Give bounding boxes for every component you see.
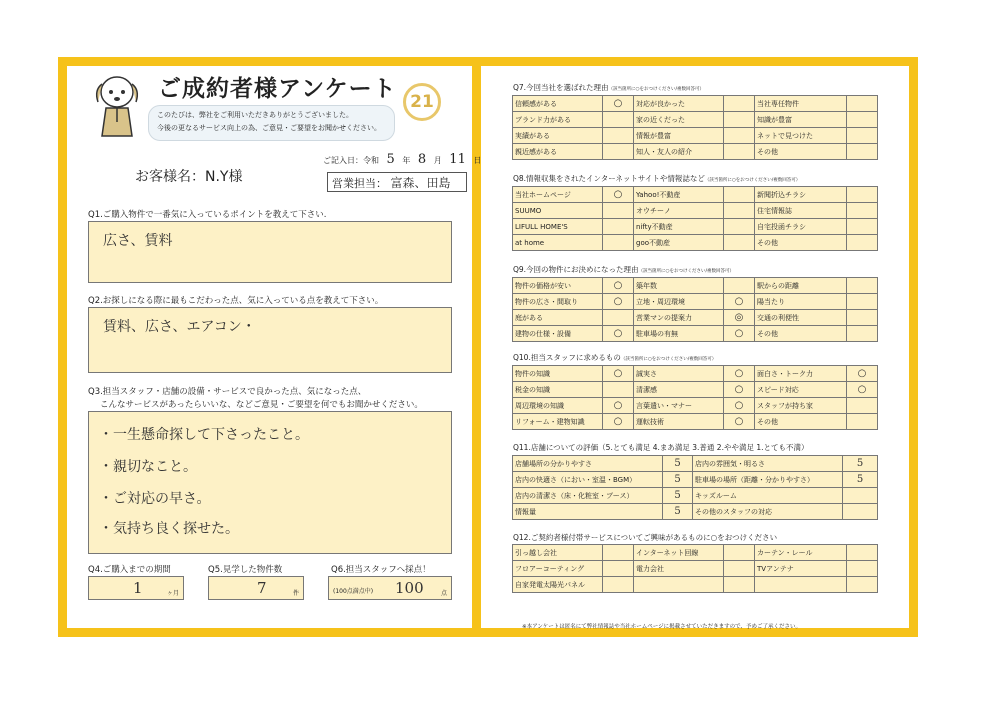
q8-row	[513, 219, 878, 235]
q8-option-cell: nifty不動産	[634, 219, 724, 235]
q7-mark-cell	[724, 144, 755, 160]
q7-option-cell: 実績がある	[513, 128, 603, 144]
q4-box	[88, 576, 184, 600]
q11-option-cell: 駐車場の場所（距離・分かりやすさ）	[693, 472, 843, 488]
q8-option-cell: at home	[513, 235, 603, 251]
q9-option-cell: 建物の仕様・設備	[513, 326, 603, 342]
q8-mark-cell	[724, 187, 755, 203]
q10-option-cell: 運転技術	[634, 414, 724, 430]
q9-row	[513, 278, 878, 294]
q9-option-cell: 物件の広さ・間取り	[513, 294, 603, 310]
q12-option-cell: 引っ越し会社	[513, 545, 603, 561]
q8-option-cell: その他	[755, 235, 847, 251]
q10-option-cell: その他	[755, 414, 847, 430]
q10-option-cell: 面白さ・トーク力	[755, 366, 847, 382]
q12-mark-cell	[724, 545, 755, 561]
q8-title: Q8.情報収集をされたインターネットサイトや情報誌など（該当箇所に○をおつけください/複数回答可）	[513, 174, 801, 183]
q8-option-cell: 自宅投函チラシ	[755, 219, 847, 235]
q10-row	[513, 414, 878, 430]
q7-mark-cell	[724, 128, 755, 144]
greeting-bubble	[148, 105, 395, 141]
q12-option-cell: 電力会社	[634, 561, 724, 577]
q11-mark-cell	[843, 504, 878, 520]
q12-mark-cell	[603, 561, 634, 577]
q12-option-cell: フロアーコーティング	[513, 561, 603, 577]
year-unit: 年	[402, 156, 411, 165]
q12-option-cell: インターネット回線	[634, 545, 724, 561]
q12-table	[512, 544, 878, 593]
q7-row	[513, 128, 878, 144]
q7-option-cell: その他	[755, 144, 847, 160]
q1-answer: 広さ、賃料	[103, 233, 173, 249]
q8-option-cell: 当社ホームページ	[513, 187, 603, 203]
q11-row	[513, 504, 878, 520]
q8-option-cell: Yahoo!不動産	[634, 187, 724, 203]
q8-mark-cell	[724, 235, 755, 251]
q10-option-cell: リフォーム・建物知識	[513, 414, 603, 430]
q9-option-cell: 陽当たり	[755, 294, 847, 310]
q10-mark-cell: ○	[603, 398, 634, 414]
q10-mark-cell: ○	[724, 398, 755, 414]
q2-answer-box	[88, 307, 452, 373]
q11-option-cell: 店舗場所の分かりやすさ	[513, 456, 663, 472]
q10-table	[512, 365, 878, 430]
q8-mark-cell	[603, 219, 634, 235]
q7-option-cell: 当社専任物件	[755, 96, 847, 112]
greeting-line-2: 今後の更なるサービス向上の為、ご意見・ご要望をお聞かせください。	[157, 124, 381, 132]
q6-value: 100	[395, 579, 424, 597]
q8-row	[513, 203, 878, 219]
q12-option-cell: カーテン・レール	[755, 545, 847, 561]
q8-option-cell: 新聞折込チラシ	[755, 187, 847, 203]
day-unit: 日	[473, 156, 482, 165]
q8-mark-cell	[724, 219, 755, 235]
q8-mark-cell	[847, 219, 878, 235]
q7-mark-cell	[847, 112, 878, 128]
q3-answer-4: ・気持ち良く探せた。	[99, 521, 239, 537]
q8-mark-cell	[603, 235, 634, 251]
q4-value: 1	[133, 579, 143, 597]
q11-option-cell: 情報量	[513, 504, 663, 520]
q10-row	[513, 398, 878, 414]
q7-row	[513, 96, 878, 112]
q8-option-cell: goo不動産	[634, 235, 724, 251]
q7-mark-cell: ○	[603, 96, 634, 112]
q12-mark-cell	[847, 577, 878, 593]
q9-mark-cell	[847, 310, 878, 326]
q9-mark-cell	[847, 278, 878, 294]
staff-field	[327, 172, 467, 192]
q12-option-cell	[634, 577, 724, 593]
q12-mark-cell	[724, 561, 755, 577]
q7-mark-cell	[603, 128, 634, 144]
q7-option-cell: ネットで見つけた	[755, 128, 847, 144]
center-divider	[472, 57, 481, 637]
q9-option-cell: その他	[755, 326, 847, 342]
century21-logo: 21	[403, 83, 441, 121]
q8-mark-cell: ○	[603, 187, 634, 203]
q10-mark-cell: ○	[724, 414, 755, 430]
q11-mark-cell: 5	[663, 472, 693, 488]
q9-option-cell: 立地・周辺環境	[634, 294, 724, 310]
q8-option-cell: 住宅情報誌	[755, 203, 847, 219]
q7-mark-cell	[847, 144, 878, 160]
q7-option-cell: 知識が豊富	[755, 112, 847, 128]
q8-mark-cell	[603, 203, 634, 219]
customer-name: お客様名：N.Y様	[135, 169, 243, 185]
q7-row	[513, 112, 878, 128]
q12-row	[513, 545, 878, 561]
q8-mark-cell	[724, 203, 755, 219]
q7-mark-cell	[724, 112, 755, 128]
q9-option-cell: 駅からの距離	[755, 278, 847, 294]
q10-mark-cell: ○	[603, 366, 634, 382]
q10-option-cell: 言葉遣い・マナー	[634, 398, 724, 414]
q9-option-cell: 交通の利便性	[755, 310, 847, 326]
q9-mark-cell: ○	[603, 294, 634, 310]
q8-row	[513, 187, 878, 203]
q11-mark-cell: 5	[663, 488, 693, 504]
q11-mark-cell: 5	[843, 456, 878, 472]
q7-mark-cell	[847, 96, 878, 112]
q10-option-cell: 誠実さ	[634, 366, 724, 382]
q9-mark-cell	[724, 278, 755, 294]
q6-unit: 点	[440, 590, 447, 597]
q11-mark-cell: 5	[843, 472, 878, 488]
q10-option-cell: 周辺環境の知識	[513, 398, 603, 414]
q11-mark-cell: 5	[663, 456, 693, 472]
q9-row	[513, 326, 878, 342]
q8-row	[513, 235, 878, 251]
q8-option-cell: LIFULL HOME'S	[513, 219, 603, 235]
q7-mark-cell	[603, 112, 634, 128]
q7-option-cell: 信頼感がある	[513, 96, 603, 112]
q12-mark-cell	[603, 545, 634, 561]
q2-question: Q2.お探しになる際に最もこだわった点、気に入っている点を教えて下さい。	[88, 296, 384, 306]
q12-mark-cell	[603, 577, 634, 593]
date-year: 5	[386, 152, 395, 167]
q3-answer-2: ・親切なこと。	[99, 459, 197, 475]
q7-mark-cell	[724, 96, 755, 112]
q8-mark-cell	[847, 187, 878, 203]
q12-row	[513, 577, 878, 593]
q9-mark-cell: ◎	[724, 310, 755, 326]
q9-mark-cell	[847, 326, 878, 342]
q11-row	[513, 472, 878, 488]
q5-question: Q5.見学した物件数	[208, 565, 283, 575]
q1-answer-box	[88, 221, 452, 283]
q10-mark-cell	[847, 414, 878, 430]
survey-title: ご成約者様アンケート	[158, 76, 397, 102]
q11-table	[512, 455, 878, 520]
q7-table	[512, 95, 878, 160]
q9-table	[512, 277, 878, 342]
q3-answer-box	[88, 411, 452, 554]
q12-option-cell	[755, 577, 847, 593]
q8-table	[512, 186, 878, 251]
q11-option-cell: キッズルーム	[693, 488, 843, 504]
q9-option-cell: 庭がある	[513, 310, 603, 326]
q9-mark-cell	[847, 294, 878, 310]
q12-option-cell: TVアンテナ	[755, 561, 847, 577]
q8-mark-cell	[847, 235, 878, 251]
q11-mark-cell	[843, 488, 878, 504]
q3-question-line-2: こんなサービスがあったらいいな、などご意見・ご要望を何でもお聞かせください。	[100, 400, 423, 410]
q7-option-cell: 家の近くだった	[634, 112, 724, 128]
q9-option-cell: 営業マンの提案力	[634, 310, 724, 326]
q11-title: Q11.店舗についての評価（5.とても満足 4.まあ満足 3.普通 2.やや満足 1.とても不満）	[513, 443, 809, 452]
q3-answer-3: ・ご対応の早さ。	[99, 491, 211, 507]
q10-mark-cell: ○	[724, 382, 755, 398]
q5-value: 7	[257, 579, 267, 597]
q10-option-cell: スタッフが持ち家	[755, 398, 847, 414]
q11-option-cell: 店内の清潔さ（床・化粧室・ブース）	[513, 488, 663, 504]
q10-title: Q10.担当スタッフに求めるもの（該当箇所に○をおつけください/複数回答可）	[513, 353, 717, 362]
footnote: ※本アンケートは匿名にて弊社情報誌や当社ホームページに掲載させていただきますので、予めご了承ください。	[522, 624, 802, 630]
q11-option-cell: その他のスタッフの対応	[693, 504, 843, 520]
q10-mark-cell: ○	[847, 382, 878, 398]
q4-question: Q4.ご購入までの期間	[88, 565, 171, 575]
q6-note: (100点満点中)	[333, 588, 374, 595]
date-field	[323, 152, 481, 167]
q2-answer: 賃料、広さ、エアコン・	[103, 319, 256, 335]
q11-mark-cell: 5	[663, 504, 693, 520]
q4-unit: ヶ月	[166, 590, 179, 597]
q7-row	[513, 144, 878, 160]
q12-mark-cell	[847, 561, 878, 577]
staff-label: 営業担当：	[332, 177, 387, 190]
dog-mascot-icon	[88, 70, 146, 142]
q10-option-cell: スピード対応	[755, 382, 847, 398]
q7-mark-cell	[847, 128, 878, 144]
q10-row	[513, 382, 878, 398]
q9-title: Q9.今回の物件にお決めになった理由（該当箇所に○をおつけください/複数回答可）	[513, 265, 734, 274]
q6-box	[328, 576, 452, 600]
q10-mark-cell	[603, 382, 634, 398]
q10-mark-cell: ○	[603, 414, 634, 430]
q10-option-cell: 清潔感	[634, 382, 724, 398]
q9-option-cell: 築年数	[634, 278, 724, 294]
q7-mark-cell	[603, 144, 634, 160]
q5-box	[208, 576, 304, 600]
q9-mark-cell: ○	[603, 278, 634, 294]
q10-option-cell: 税金の知識	[513, 382, 603, 398]
q3-question-line-1: Q3.担当スタッフ・店舗の設備・サービスで良かった点、気になった点、	[88, 387, 367, 397]
q7-option-cell: 情報が豊富	[634, 128, 724, 144]
q9-mark-cell: ○	[724, 294, 755, 310]
q3-answer-1: ・一生懸命探して下さったこと。	[99, 427, 309, 443]
q6-question: Q6.担当スタッフへ採点！	[331, 565, 431, 575]
q10-row	[513, 366, 878, 382]
q8-mark-cell	[847, 203, 878, 219]
q12-mark-cell	[847, 545, 878, 561]
date-day: 11	[449, 152, 466, 167]
q10-option-cell: 物件の知識	[513, 366, 603, 382]
q12-mark-cell	[724, 577, 755, 593]
q11-option-cell: 店内の雰囲気・明るさ	[693, 456, 843, 472]
q11-row	[513, 456, 878, 472]
date-label: ご記入日：令和	[323, 156, 379, 165]
q7-option-cell: 親近感がある	[513, 144, 603, 160]
q10-mark-cell: ○	[847, 366, 878, 382]
greeting-line-1: このたびは、弊社をご利用いただきありがとうございました。	[157, 111, 353, 119]
q9-row	[513, 310, 878, 326]
q1-question: Q1.ご購入物件で一番気に入っているポイントを教えて下さい.	[88, 210, 327, 220]
q8-option-cell: オウチーノ	[634, 203, 724, 219]
q12-title: Q12.ご契約者様付帯サービスについてご興味があるものに○をおつけください	[513, 533, 778, 542]
q9-mark-cell: ○	[603, 326, 634, 342]
q9-mark-cell: ○	[724, 326, 755, 342]
q7-option-cell: ブランド力がある	[513, 112, 603, 128]
q7-title: Q7.今回当社を選ばれた理由（該当箇所に○をおつけください/複数回答可）	[513, 83, 704, 92]
q12-option-cell: 自家発電太陽光パネル	[513, 577, 603, 593]
q9-option-cell: 物件の価格が安い	[513, 278, 603, 294]
month-unit: 月	[433, 156, 442, 165]
q9-option-cell: 駐車場の有無	[634, 326, 724, 342]
q11-option-cell: 店内の快適さ（におい・室温・BGM）	[513, 472, 663, 488]
q10-mark-cell	[847, 398, 878, 414]
q7-option-cell: 対応が良かった	[634, 96, 724, 112]
q8-option-cell: SUUMO	[513, 203, 603, 219]
q7-option-cell: 知人・友人の紹介	[634, 144, 724, 160]
q10-mark-cell: ○	[724, 366, 755, 382]
q11-row	[513, 488, 878, 504]
staff-value: 富森、田島	[390, 176, 451, 190]
q9-mark-cell	[603, 310, 634, 326]
date-month: 8	[417, 152, 427, 167]
q5-unit: 件	[292, 590, 299, 597]
q12-row	[513, 561, 878, 577]
q9-row	[513, 294, 878, 310]
